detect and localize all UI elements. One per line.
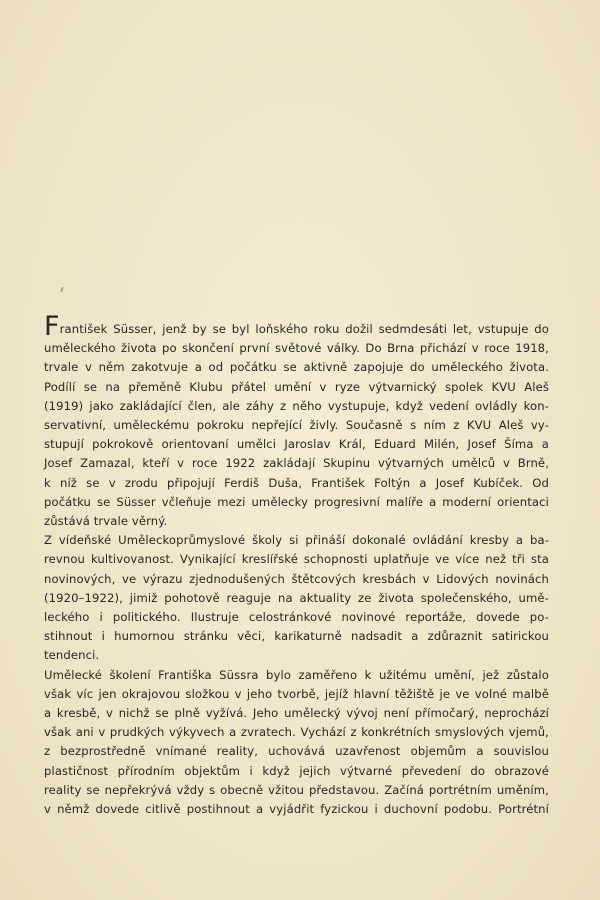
paragraph-1-line-8: Josef Zamazal, kteří v roce 1922 zakládají Skupinu výtvarných umělců v Brně, bbox=[44, 456, 549, 471]
paper-speck bbox=[60, 287, 64, 292]
paragraph-1-line-11: zůstává trvale věrný. bbox=[44, 514, 168, 529]
paragraph-3-line-4: však ani v prudkých výkyvech a zvratech. Vychází z konkrétních smyslových vjemů, bbox=[44, 725, 549, 740]
paragraph-1-line-3: trvale v něm zakotvuje a od počátku se aktivně zapojuje do uměleckého života. bbox=[44, 360, 549, 375]
paragraph-1-line-6: servativní, uměleckému pokroku nepřející živly. Současně s ním z KVU Aleš vy- bbox=[44, 418, 549, 433]
article-text bbox=[44, 311, 549, 819]
paragraph-3-line-6: plastičnost přírodním objektům i když jejich výtvarné převedení do obrazové bbox=[44, 763, 549, 778]
paragraph-1-line-10: počátku se Süsser včleňuje mezi umělecky progresivní malíře a moderní orientaci bbox=[44, 494, 549, 509]
paragraph-1 bbox=[44, 311, 549, 531]
paragraph-1-line-5: (1919) jako zakládající člen, ale záhy z něho vystupuje, když vedení ovládly kon- bbox=[44, 398, 549, 413]
paragraph-1-line-4: Podílí se na přeměně Klubu přátel umění v ryze výtvarnický spolek KVU Aleš bbox=[44, 379, 549, 394]
paragraph-2-line-3: novinových, ve výrazu zjednodušených štětcových kresbách v Lidových novinách bbox=[44, 571, 549, 586]
line-text: rantišek Süsser, jenž by se byl loňského roku dožil sedmdesáti let, vstupuje do bbox=[59, 322, 549, 336]
paragraph-2 bbox=[44, 531, 549, 665]
paragraph-1-line-1 bbox=[44, 311, 549, 342]
paragraph-2-line-5: leckého i politického. Ilustruje celostránkové novinové reportáže, dovede po- bbox=[44, 610, 549, 625]
paragraph-3-line-2: však víc jen okrajovou složkou v jeho tvorbě, jejíž hlavní těžiště je ve volné malbě bbox=[44, 686, 549, 701]
paragraph-3-line-5: z bezprostředně vnímané reality, uchovává uzavřenost objemům a souvislou bbox=[44, 744, 549, 759]
paragraph-1-line-7: stupují pokrokově orientovaní umělci Jaroslav Král, Eduard Milén, Josef Šíma a bbox=[44, 437, 549, 452]
paragraph-3-line-8: v němž dovede citlivě postihnout a vyjádřit fyzickou i duchovní podobu. Portrétní bbox=[44, 802, 549, 817]
paragraph-3-line-7: reality se nepřekrývá vždy s obecně vžitou představou. Začíná portrétním uměním, bbox=[44, 782, 549, 797]
paragraph-1-line-2: uměleckého života po skončení první světové války. Do Brna přichází v roce 1918, bbox=[44, 341, 549, 356]
paragraph-3-line-1: Umělecké školení Františka Süssra bylo zaměřeno k užitému umění, jež zůstalo bbox=[44, 667, 549, 682]
paragraph-1-line-9: k níž se v zrodu připojují Ferdiš Duša, František Foltýn a Josef Kubíček. Od bbox=[44, 475, 549, 490]
paragraph-3-line-3: a kresbě, v nichž se plně vyžívá. Jeho umělecký vývoj není přímočarý, neprochází bbox=[44, 706, 549, 721]
paragraph-2-line-2: revnou kultivovanost. Vynikající kreslířské schopnosti uplatňuje ve více než tři sta bbox=[44, 552, 549, 567]
paragraph-3 bbox=[44, 666, 549, 820]
drop-cap: F bbox=[44, 311, 60, 342]
paragraph-2-line-1: Z vídeňské Uměleckoprůmyslové školy si přináší dokonalé ovládání kresby a ba- bbox=[44, 533, 549, 548]
paragraph-2-line-4: (1920–1922), jimiž pohotově reaguje na aktuality ze života společenského, umě- bbox=[44, 590, 549, 605]
paragraph-2-line-7: tendenci. bbox=[44, 648, 100, 663]
paragraph-2-line-6: stihnout i humornou stránku věci, karikaturně nadsadit a zdůraznit satirickou bbox=[44, 629, 549, 644]
